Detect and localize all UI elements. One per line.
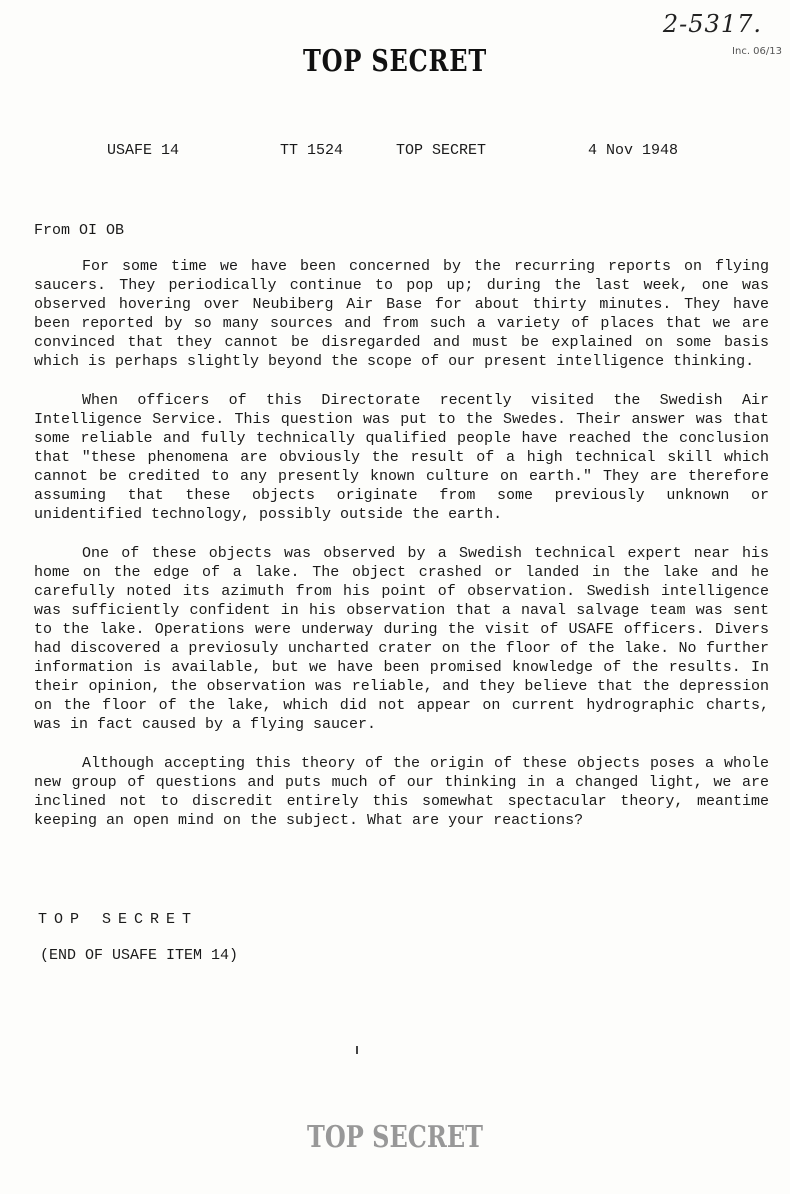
paragraph: One of these objects was observed by a Swedish technical expert near his home on the edge of a lake. The object crashed or landed in the lake and he carefully noted its azimuth from his point of observation. Swedish intelligence was sufficiently confident in his observation that a naval salvage team was sent to the lake. Operations were underway during the visit of USAFE officers. Divers had discovered a previosuly uncharted crater on the floor of the lake. No further information is available, but we have been promised knowledge of the results. In their opinion, the observation was reliable, and they believe that the depression on the floor of the lake, which did not appear on current hydrographic charts, was in fact caused by a flying saucer. — [34, 545, 769, 733]
top-classification-stamp: TOP SECRET — [303, 44, 487, 79]
paragraph: For some time we have been concerned by the recurring reports on flying saucers. They periodically continue to pop up; during the last week, one was observed hovering over Neubiberg Air Base for about thirty minutes. They have been reported by so many sources and from such a variety of places that we are convinced that they cannot be disregarded and must be explained on some basis which is perhaps slightly beyond the scope of our present intelligence thinking. — [34, 258, 769, 370]
closing-classification: TOP SECRET — [38, 911, 199, 928]
message-body — [34, 257, 769, 850]
stray-mark — [356, 1046, 358, 1054]
header-ref: TT 1524 — [280, 142, 344, 159]
corner-stamp: Inc. 06/13 — [732, 46, 782, 57]
header-classification: TOP SECRET — [396, 142, 487, 159]
paragraph: Although accepting this theory of the origin of these objects poses a whole new group of questions and puts much of our thinking in a changed light, we are inclined not to discredit entirely this somewhat spectacular theory, meantime keeping an open mind on the subject. What are your reactions? — [34, 755, 769, 829]
header-date: 4 Nov 1948 — [588, 142, 679, 159]
paragraph: When officers of this Directorate recently visited the Swedish Air Intelligence Service. This question was put to the Swedes. Their answer was that some reliable and fully technically qualified people have reached the conclusion that "these phenomena are obviously the result of a high technical skill which cannot be credited to any presently known culture on earth." They are therefore assuming that these objects originate from some previously unknown or unidentified technology, possibly outside the earth. — [34, 392, 769, 523]
end-note: (END OF USAFE ITEM 14) — [40, 947, 239, 964]
message-header — [0, 142, 790, 164]
from-line: From OI OB — [34, 222, 125, 239]
header-item: USAFE 14 — [107, 142, 180, 159]
bottom-classification-stamp: TOP SECRET — [307, 1120, 483, 1155]
handwritten-reference: 2-5317. — [662, 10, 762, 38]
